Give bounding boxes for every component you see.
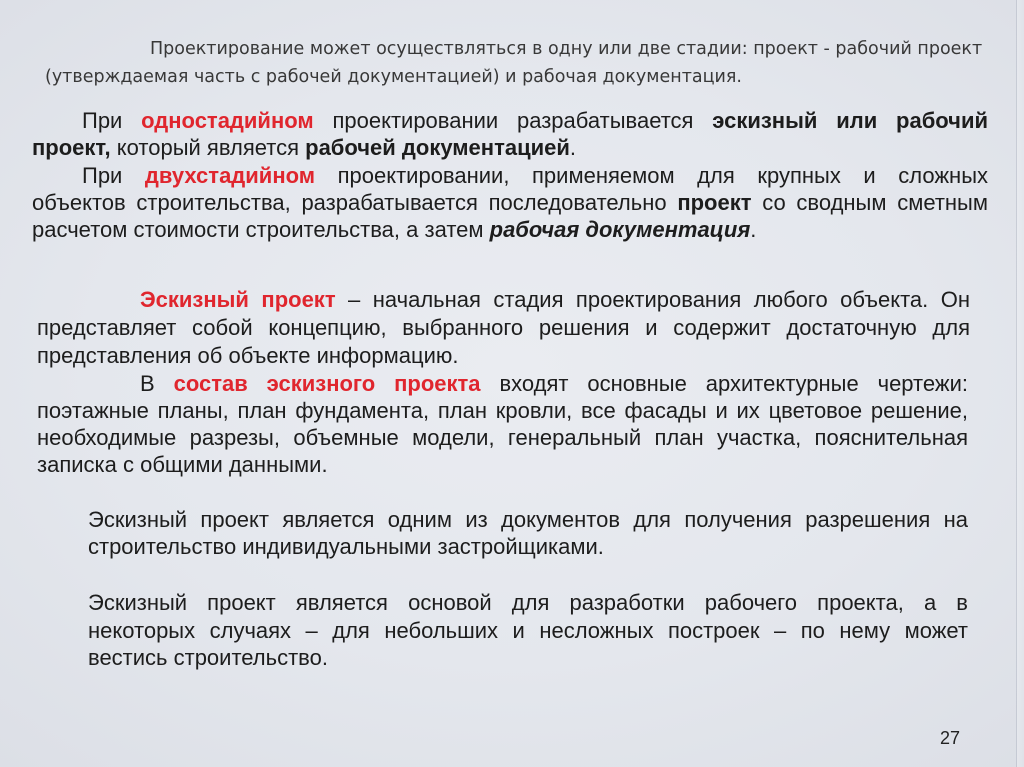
text-line: [37, 286, 970, 314]
text-run: расчетом стоимости строительства, а затем: [32, 217, 490, 242]
page-number: 27: [940, 728, 961, 748]
permit-note-paragraph: [88, 506, 968, 560]
text-line: [88, 533, 968, 560]
bold-term: эскизный или рабочий: [712, 108, 988, 133]
text-line: [37, 397, 968, 424]
text-line: [88, 617, 968, 645]
text-line: [37, 370, 968, 397]
text-line: [37, 342, 970, 370]
highlighted-term: одностадийном: [141, 108, 314, 133]
text-run: поэтажные планы, план фундамента, план кровли, все фасады и их цветовое решение,: [37, 398, 968, 423]
text-run: который является: [110, 135, 306, 160]
text-line: [88, 506, 968, 533]
text-run: При: [82, 163, 145, 188]
text-run: представления об объекте информацию.: [37, 343, 459, 368]
basis-note-paragraph: [88, 589, 968, 672]
text-line: [88, 644, 968, 672]
text-run: объектов строительства, разрабатывается последовательно: [32, 190, 678, 215]
highlighted-term: двухстадийном: [144, 163, 316, 188]
text-run: строительство индивидуальными застройщиками.: [88, 534, 604, 559]
bold-term: рабочей документацией: [305, 135, 570, 160]
text-run: В: [140, 371, 174, 396]
slide-edge-divider: [1016, 0, 1024, 767]
text-line: [32, 134, 988, 161]
text-run: При: [82, 108, 142, 133]
two-stage-paragraph: [32, 162, 988, 243]
text-run: Эскизный проект является основой для разработки рабочего проекта, а в: [88, 590, 968, 615]
sketch-composition-paragraph: [37, 370, 968, 478]
highlighted-term: Эскизный проект: [140, 287, 336, 312]
text-line: [32, 162, 988, 189]
text-line: [32, 107, 988, 134]
text-run: необходимые разрезы, объемные модели, генеральный план участка, пояснительная: [37, 425, 968, 450]
text-line: [37, 314, 970, 342]
text-run: входят основные архитектурные чертежи:: [480, 371, 968, 396]
text-run: вестись строительство.: [88, 645, 328, 670]
text-run: проектировании разрабатывается: [313, 108, 713, 133]
single-stage-paragraph: [32, 107, 988, 161]
text-line: [45, 63, 980, 91]
text-run: (утверждаемая часть с рабочей документацией) и рабочая документация.: [45, 67, 742, 87]
text-line: [45, 35, 983, 63]
bold-term: проект: [677, 190, 752, 215]
text-run: представляет собой концепцию, выбранного решения и содержит достаточную для: [37, 315, 970, 340]
text-run: некоторых случаях – для небольших и несложных построек – по нему может: [88, 617, 968, 643]
text-line: [88, 589, 968, 617]
highlighted-term: состав эскизного проекта: [173, 371, 481, 396]
text-line: [37, 451, 968, 478]
text-run: .: [750, 217, 757, 242]
bold-term: проект,: [32, 135, 111, 160]
text-run: записка с общими данными.: [37, 452, 328, 477]
text-run: .: [569, 135, 577, 160]
text-run: Проектирование может осуществляться в одну или две стадии: проект - рабочий проект: [150, 39, 983, 59]
text-run: – начальная стадия проектирования любого объекта. Он: [335, 287, 970, 312]
text-run: Эскизный проект является одним из документов для получения разрешения на: [88, 507, 968, 532]
text-line: [32, 216, 988, 243]
intro-paragraph: [45, 35, 983, 91]
text-line: [32, 189, 988, 216]
text-run: проектировании, применяемом для крупных и сложных: [315, 163, 989, 188]
sketch-definition-paragraph: [37, 286, 970, 370]
text-line: [37, 424, 968, 451]
bold-italic-term: рабочая документация: [489, 217, 751, 242]
text-run: со сводным сметным: [751, 190, 988, 215]
